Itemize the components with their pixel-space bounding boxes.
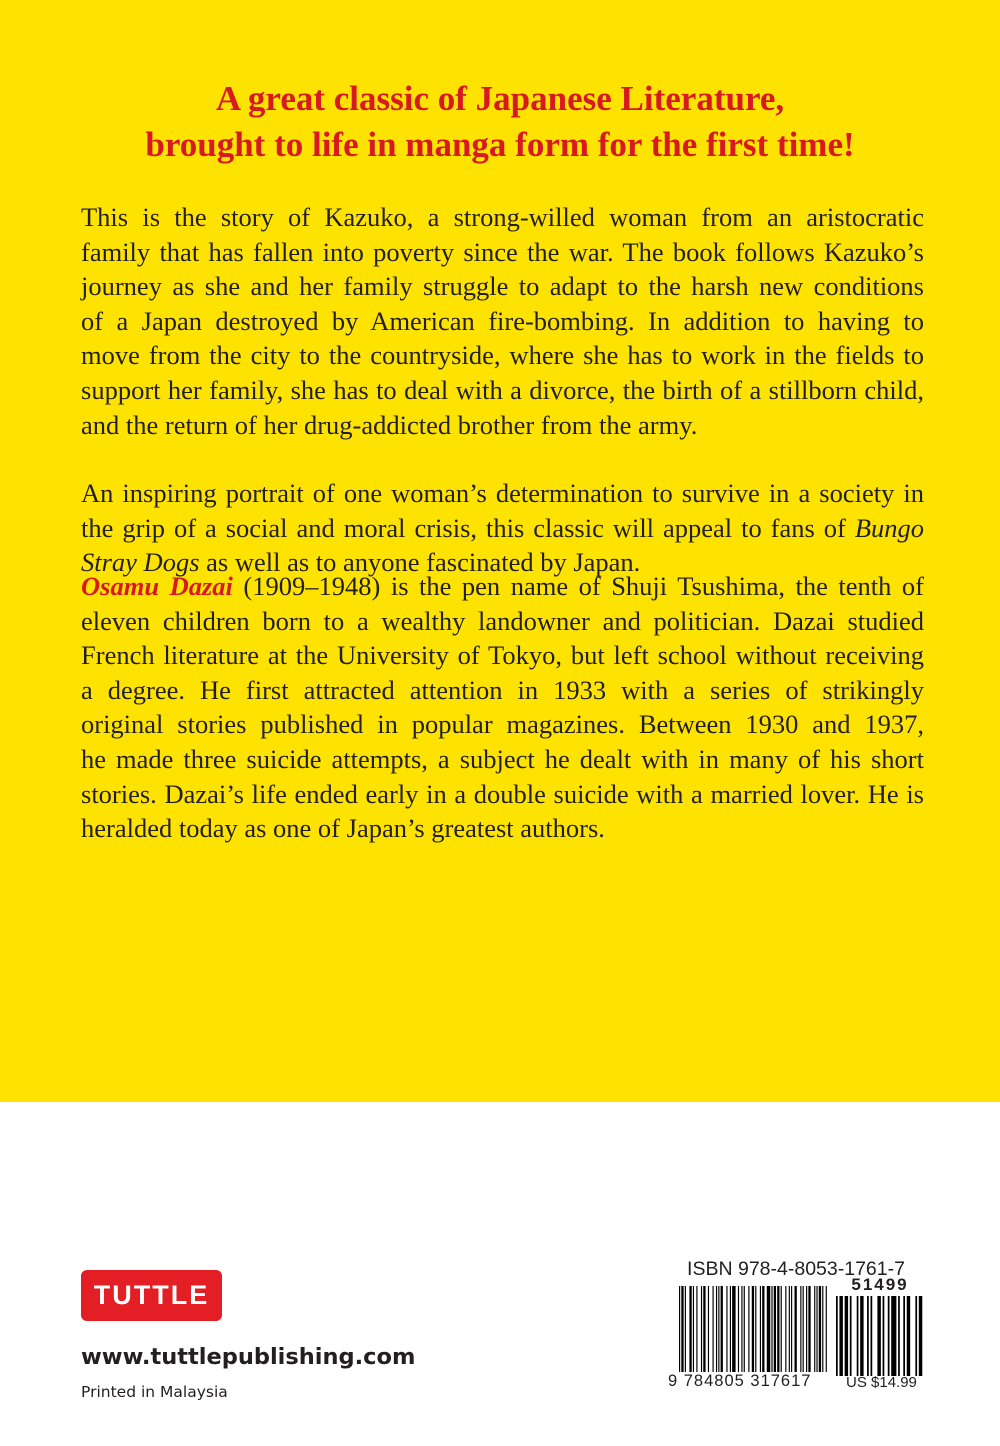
bio-line: eleven children born to a wealthy landowner and politician. Dazai studied — [81, 605, 924, 636]
synopsis-paragraph — [81, 200, 924, 442]
appeal-line — [81, 511, 924, 546]
appeal-line: An inspiring portrait of one woman’s determination to survive in a society in — [81, 478, 924, 508]
synopsis-line: support her family, she has to deal with a divorce, the birth of a stillborn child, — [81, 374, 924, 405]
headline-line-2: brought to life in manga form for the first time! — [145, 125, 855, 164]
bio-text: (1909–1948) is the pen name of Shuji Tsushima, the tenth of — [243, 571, 925, 601]
barcode-bar — [836, 1296, 838, 1376]
barcode-bar — [919, 1296, 922, 1376]
synopsis-line: and the return of her drug-addicted brother from the army. — [81, 409, 698, 440]
bio-line — [81, 569, 924, 604]
bio-line: stories. Dazai’s life ended early in a double suicide with a married lover. He is — [81, 778, 924, 809]
appeal-text: the grip of a social and moral crisis, this classic will appeal to fans of — [81, 512, 846, 543]
printed-in-label: Printed in Malaysia — [81, 1383, 228, 1401]
synopsis-line: family that has fallen into poverty since the war. The book follows Kazuko’s — [81, 236, 924, 267]
synopsis-line: This is the story of Kazuko, a strong-willed woman from an aristocratic — [81, 202, 924, 232]
synopsis-line: move from the city to the countryside, where she has to work in the fields to — [81, 340, 924, 371]
bio-line: French literature at the University of Tokyo, but left school without receiving — [81, 640, 924, 671]
barcode-digits: 9 784805 317617 — [668, 1372, 828, 1391]
bio-line: original stories published in popular magazines. Between 1930 and 1937, — [81, 709, 924, 740]
author-bio-paragraph — [81, 569, 924, 846]
barcode-bar — [903, 1296, 905, 1376]
price-label: US $14.99 — [846, 1374, 917, 1391]
addon-barcode — [836, 1296, 924, 1376]
barcode-bar — [915, 1296, 917, 1376]
author-name: Osamu Dazai — [81, 571, 233, 601]
headline — [0, 76, 1000, 168]
synopsis-line: of a Japan destroyed by American fire-bombing. In addition to having to — [81, 305, 924, 336]
appeal-text: as well as to anyone fascinated by Japan. — [206, 547, 641, 578]
barcode-bar — [888, 1296, 890, 1376]
bio-line: heralded today as one of Japan’s greatest authors. — [81, 813, 605, 844]
synopsis-line: journey as she and her family struggle to adapt to the harsh new conditions — [81, 271, 924, 302]
tuttle-logo: TUTTLE — [81, 1270, 222, 1321]
barcode-bar — [839, 1296, 842, 1376]
barcode-bar — [907, 1296, 910, 1376]
barcode-bar — [883, 1296, 885, 1376]
appeal-paragraph — [81, 476, 924, 580]
barcode-bar — [867, 1296, 869, 1376]
barcode-bar — [850, 1296, 852, 1376]
barcode-bar — [891, 1296, 896, 1376]
bio-line: a degree. He first attracted attention in 1933 with a series of strikingly — [81, 674, 924, 705]
isbn-label: ISBN 978-4-8053-1761-7 — [687, 1258, 905, 1280]
series-title-italic: Bungo — [854, 512, 925, 543]
barcode-bar — [898, 1296, 900, 1376]
barcode-bar — [877, 1296, 880, 1376]
barcode-bar — [860, 1296, 863, 1376]
headline-line-1: A great classic of Japanese Literature, — [215, 79, 785, 118]
series-title-italic: Stray Dogs — [81, 547, 200, 578]
price-code-digits: 51499 — [851, 1275, 909, 1294]
barcode-bar — [845, 1296, 848, 1376]
bio-line: he made three suicide attempts, a subject he dealt with in many of his short — [81, 743, 924, 774]
publisher-website: www.tuttlepublishing.com — [81, 1344, 416, 1370]
barcode-bar — [857, 1296, 859, 1376]
barcode-bar — [871, 1296, 873, 1376]
